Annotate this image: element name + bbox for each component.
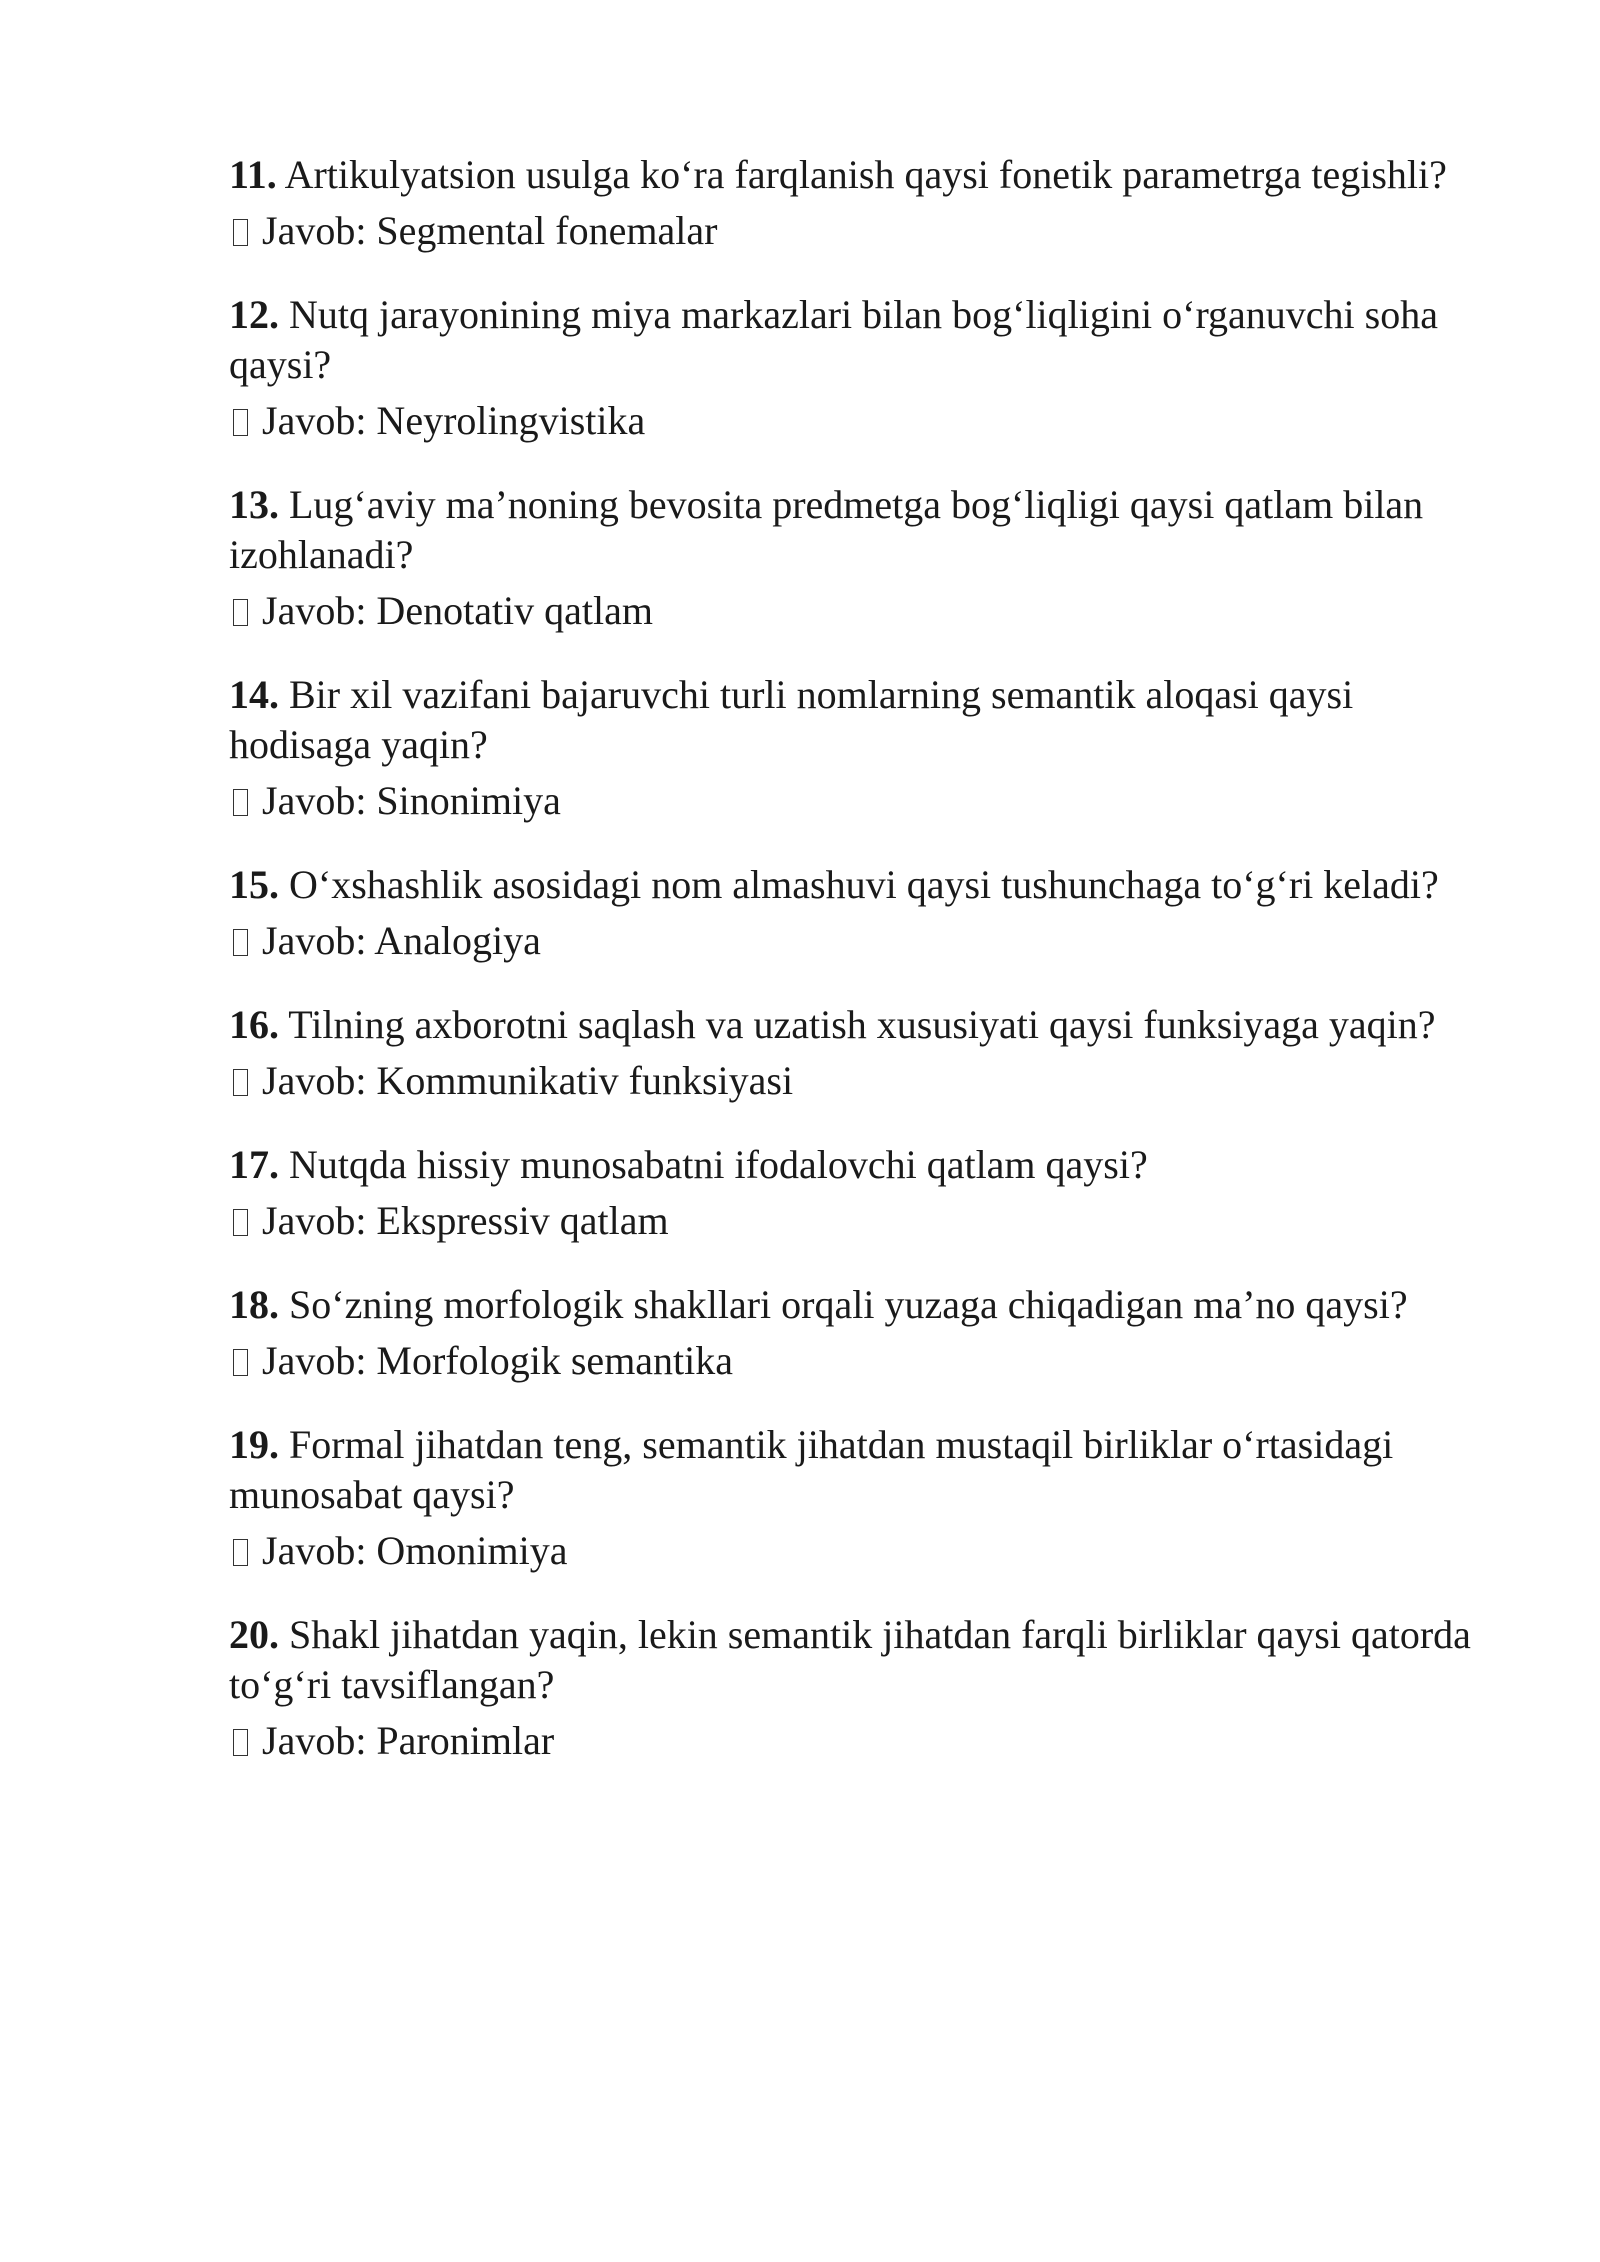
qa-item-12 [229, 290, 1499, 446]
checkbox-glyph-icon [233, 1349, 248, 1376]
question [229, 480, 1499, 580]
answer-text: Javob: Sinonimiya [262, 778, 561, 823]
question [229, 1610, 1499, 1710]
qa-item-16 [229, 1000, 1499, 1106]
qa-item-11 [229, 150, 1499, 256]
question [229, 1000, 1499, 1050]
question-number: 12. [229, 292, 279, 337]
question-number: 11. [229, 152, 277, 197]
qa-item-15 [229, 860, 1499, 966]
question-number: 17. [229, 1142, 279, 1187]
question-text: O‘xshashlik asosidagi nom almashuvi qaysi tushunchaga to‘g‘ri keladi? [289, 862, 1439, 907]
checkbox-glyph-icon [233, 1539, 248, 1566]
question [229, 1280, 1499, 1330]
question-number: 18. [229, 1282, 279, 1327]
answer-text: Javob: Morfologik semantika [262, 1338, 734, 1383]
question-number: 13. [229, 482, 279, 527]
question-text: Tilning axborotni saqlash va uzatish xususiyati qaysi funksiyaga yaqin? [288, 1002, 1436, 1047]
answer-text: Javob: Neyrolingvistika [262, 398, 646, 443]
answer [229, 1526, 1499, 1576]
answer-text: Javob: Paronimlar [262, 1718, 555, 1763]
question [229, 150, 1499, 200]
checkbox-glyph-icon [233, 1729, 248, 1756]
question-text: Shakl jihatdan yaqin, lekin semantik jihatdan farqli birliklar qaysi qatorda to‘g‘ri tavsiflangan? [229, 1612, 1471, 1707]
question [229, 290, 1499, 390]
checkbox-glyph-icon [233, 409, 248, 436]
question [229, 670, 1499, 770]
answer-text: Javob: Omonimiya [262, 1528, 568, 1573]
question [229, 860, 1499, 910]
answer-text: Javob: Denotativ qatlam [262, 588, 654, 633]
answer [229, 776, 1499, 826]
question-number: 15. [229, 862, 279, 907]
qa-item-20 [229, 1610, 1499, 1766]
question-number: 14. [229, 672, 279, 717]
question [229, 1420, 1499, 1520]
document-page [229, 150, 1499, 1800]
question-text: Bir xil vazifani bajaruvchi turli nomlarning semantik aloqasi qaysi hodisaga yaqin? [229, 672, 1354, 767]
answer [229, 1196, 1499, 1246]
answer [229, 396, 1499, 446]
checkbox-glyph-icon [233, 1069, 248, 1096]
answer [229, 586, 1499, 636]
question-text: So‘zning morfologik shakllari orqali yuzaga chiqadigan ma’no qaysi? [289, 1282, 1408, 1327]
question-text: Lug‘aviy ma’noning bevosita predmetga bog‘liqligi qaysi qatlam bilan izohlanadi? [229, 482, 1424, 577]
checkbox-glyph-icon [233, 219, 248, 246]
answer-text: Javob: Segmental fonemalar [262, 208, 718, 253]
question-text: Nutq jarayonining miya markazlari bilan bog‘liqligini o‘rganuvchi soha qaysi? [229, 292, 1438, 387]
question-number: 16. [229, 1002, 279, 1047]
question-text: Formal jihatdan teng, semantik jihatdan mustaqil birliklar o‘rtasidagi munosabat qaysi? [229, 1422, 1394, 1517]
checkbox-glyph-icon [233, 599, 248, 626]
qa-item-14 [229, 670, 1499, 826]
checkbox-glyph-icon [233, 929, 248, 956]
checkbox-glyph-icon [233, 789, 248, 816]
checkbox-glyph-icon [233, 1209, 248, 1236]
question-text: Artikulyatsion usulga ko‘ra farqlanish qaysi fonetik parametrga tegishli? [284, 152, 1447, 197]
answer-text: Javob: Kommunikativ funksiyasi [262, 1058, 794, 1103]
question-text: Nutqda hissiy munosabatni ifodalovchi qatlam qaysi? [289, 1142, 1148, 1187]
qa-item-17 [229, 1140, 1499, 1246]
qa-item-18 [229, 1280, 1499, 1386]
question-number: 20. [229, 1612, 279, 1657]
answer [229, 1716, 1499, 1766]
answer [229, 916, 1499, 966]
answer [229, 206, 1499, 256]
qa-item-19 [229, 1420, 1499, 1576]
answer [229, 1336, 1499, 1386]
question [229, 1140, 1499, 1190]
answer-text: Javob: Ekspressiv qatlam [262, 1198, 669, 1243]
qa-item-13 [229, 480, 1499, 636]
question-number: 19. [229, 1422, 279, 1467]
answer [229, 1056, 1499, 1106]
answer-text: Javob: Analogiya [262, 918, 541, 963]
